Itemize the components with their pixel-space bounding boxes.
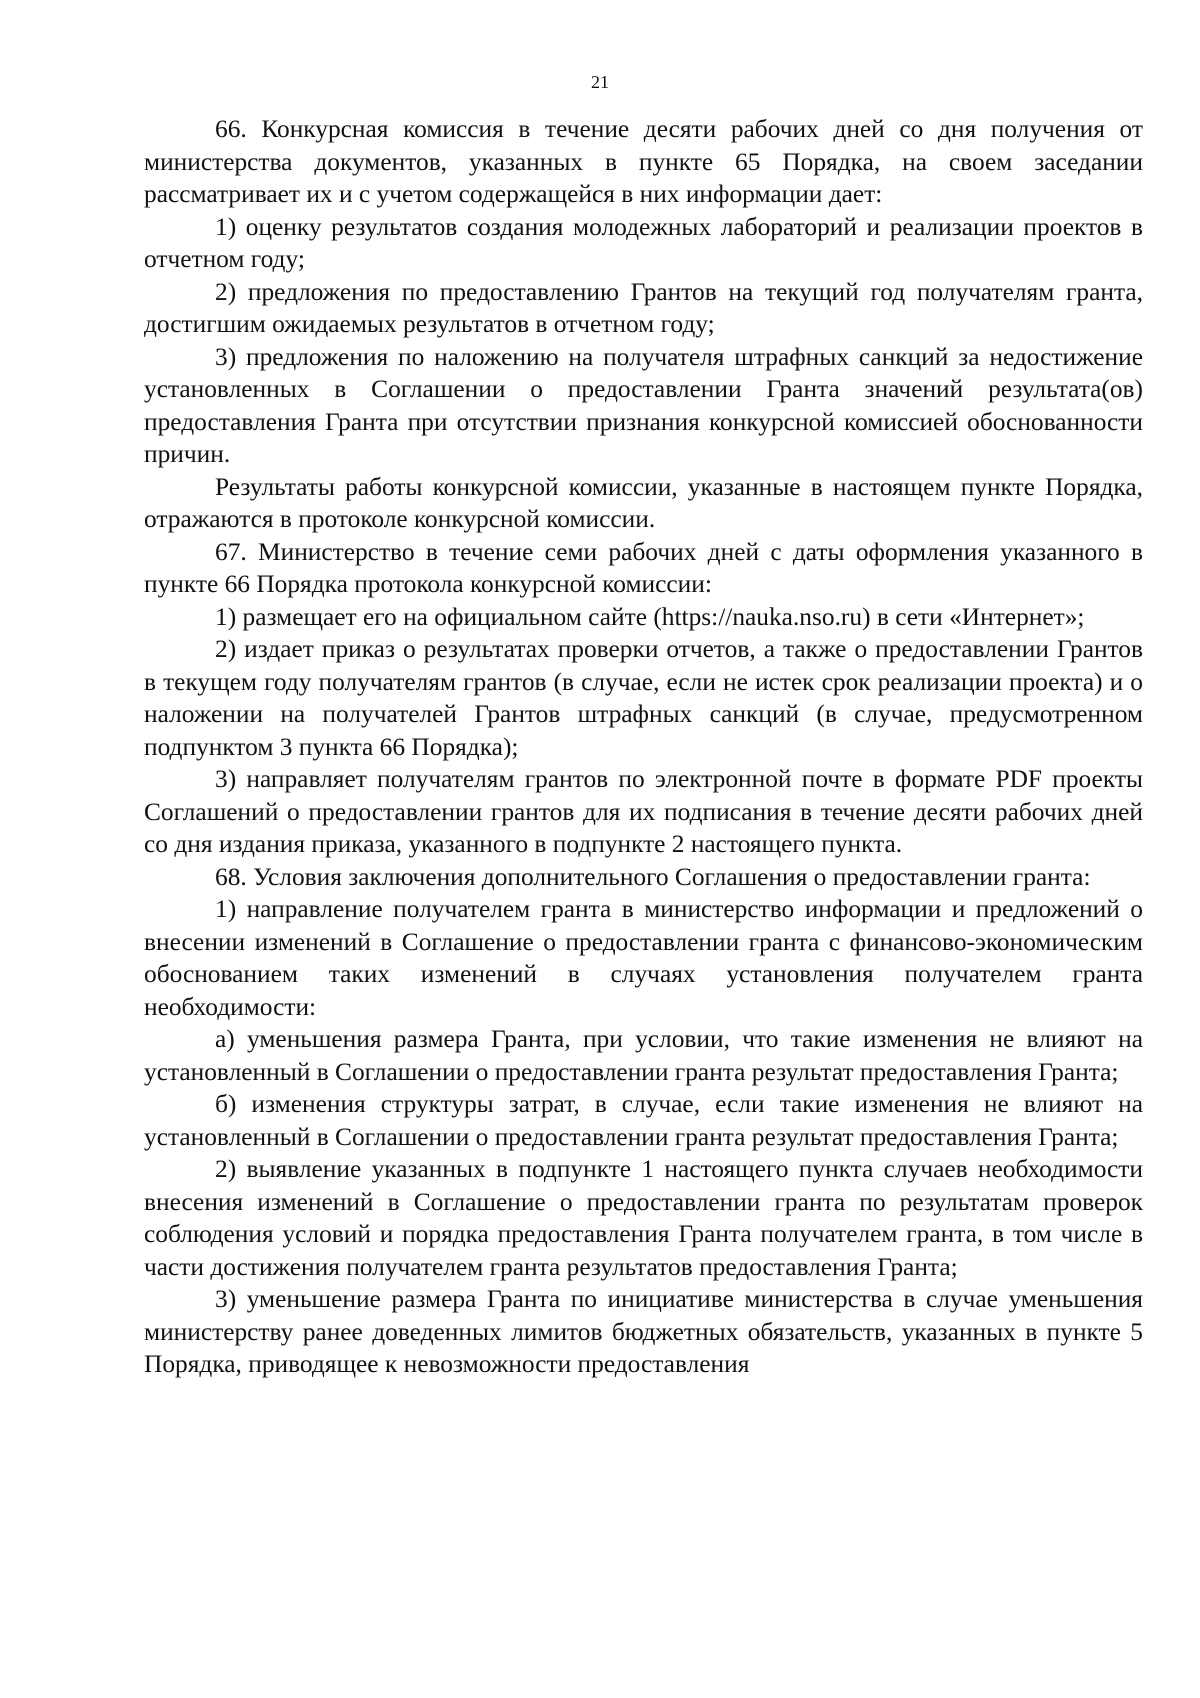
page-number: 21: [591, 72, 609, 92]
paragraph-66-results: Результаты работы конкурсной комиссии, указанные в настоящем пункте Порядка, отражаются в протоколе конкурсной комиссии.: [144, 472, 1143, 533]
paragraph-67-item-2: 2) издает приказ о результатах проверки отчетов, а также о предоставлении Грантов в текущем году получателям грантов (в случае, если не истек срок реализации проекта) и о наложении на получателей Грантов штрафных санкций (в случае, предусмотренном подпунктом 3 пункта 66 Порядка);: [144, 635, 1143, 761]
paragraph-68-item-1b: б) изменения структуры затрат, в случае, если такие изменения не влияют на установленный в Соглашении о предоставлении гранта результат предоставления Гранта;: [144, 1090, 1143, 1151]
paragraph-68-item-3: 3) уменьшение размера Гранта по инициативе министерства в случае уменьшения министерству ранее доведенных лимитов бюджетных обязательств, указанных в пункте 5 Порядка, приводящее к невозможности предоставления: [144, 1285, 1143, 1378]
paragraph-68-item-1a: а) уменьшения размера Гранта, при условии, что такие изменения не влияют на установленный в Соглашении о предоставлении гранта результат предоставления Гранта;: [144, 1025, 1143, 1086]
paragraph-66-item-1: 1) оценку результатов создания молодежных лабораторий и реализации проектов в отчетном году;: [144, 212, 1143, 273]
paragraph-67-item-3: 3) направляет получателям грантов по электронной почте в формате PDF проекты Соглашений о предоставлении грантов для их подписания в течение десяти рабочих дней со дня издания приказа, указанного в подпункте 2 настоящего пункта.: [144, 765, 1143, 858]
paragraph-68-item-2: 2) выявление указанных в подпункте 1 настоящего пункта случаев необходимости внесения изменений в Соглашение о предоставлении гранта по результатам проверок соблюдения условий и порядка предоставления Гранта получателем гранта, в том числе в части достижения получателем гранта результатов предоставления Гранта;: [144, 1155, 1143, 1281]
document-body: [144, 113, 1143, 1381]
paragraph-66: 66. Конкурсная комиссия в течение десяти рабочих дней со дня получения от министерства документов, указанных в пункте 65 Порядка, на своем заседании рассматривает их и с учетом содержащейся в них информации дает:: [144, 115, 1143, 208]
paragraph-66-item-3: 3) предложения по наложению на получателя штрафных санкций за недостижение установленных в Соглашении о предоставлении Гранта значений результата(ов) предоставления Гранта при отсутствии признания конкурсной комиссией обоснованности причин.: [144, 342, 1143, 468]
paragraph-68-item-1: 1) направление получателем гранта в министерство информации и предложений о внесении изменений в Соглашение о предоставлении гранта с финансово-экономическим обоснованием таких изменений в случаях установления получателем гранта необходимости:: [144, 895, 1143, 1021]
paragraph-68: 68. Условия заключения дополнительного Соглашения о предоставлении гранта:: [215, 862, 1091, 891]
paragraph-67-item-1: 1) размещает его на официальном сайте (https://nauka.nso.ru) в сети «Интернет»;: [215, 602, 1085, 631]
paragraph-66-item-2: 2) предложения по предоставлению Грантов на текущий год получателям гранта, достигшим ожидаемых результатов в отчетном году;: [144, 277, 1143, 338]
paragraph-67: 67. Министерство в течение семи рабочих дней с даты оформления указанного в пункте 66 Порядка протокола конкурсной комиссии:: [144, 537, 1143, 598]
